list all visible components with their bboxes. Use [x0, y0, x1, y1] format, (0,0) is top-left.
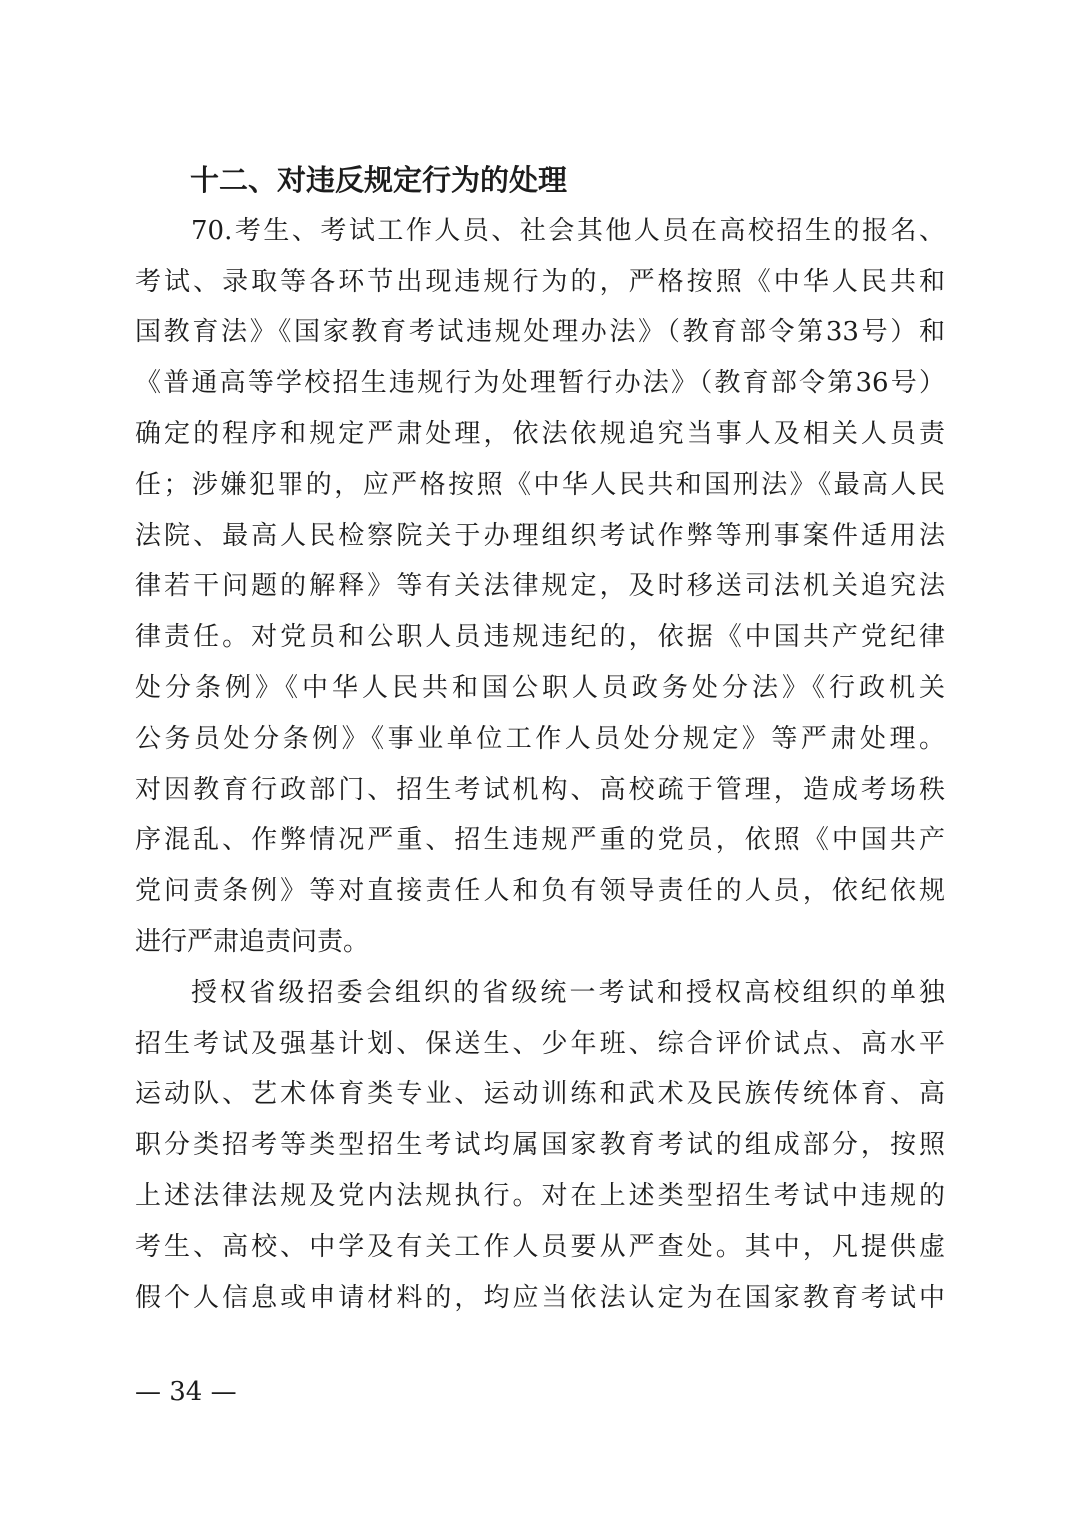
text-line: 考生、高校、中学及有关工作人员要从严查处。其中，凡提供虚	[135, 1231, 945, 1262]
section-heading: 十二、对违反规定行为的处理	[190, 163, 568, 197]
text-line: 任；涉嫌犯罪的，应严格按照《中华人民共和国刑法》《最高人民	[135, 469, 945, 500]
text-line: 假个人信息或申请材料的，均应当依法认定为在国家教育考试中	[135, 1282, 945, 1313]
text-line: 上述法律法规及党内法规执行。对在上述类型招生考试中违规的	[135, 1180, 945, 1211]
text-line: 律责任。对党员和公职人员违规违纪的，依据《中国共产党纪律	[135, 622, 945, 653]
document-body	[135, 155, 945, 1323]
text-line: 法院、最高人民检察院关于办理组织考试作弊等刑事案件适用法	[135, 520, 945, 551]
text-line: 序混乱、作弊情况严重、招生违规严重的党员，依照《中国共产	[135, 825, 945, 856]
text-line: 70.考生、考试工作人员、社会其他人员在高校招生的报名、	[191, 215, 945, 246]
text-line: 对因教育行政部门、招生考试机构、高校疏于管理，造成考场秩	[135, 774, 945, 805]
text-line: 公务员处分条例》《事业单位工作人员处分规定》等严肃处理。	[135, 723, 945, 754]
text-line: 考试、录取等各环节出现违规行为的，严格按照《中华人民共和	[135, 266, 945, 297]
text-line: 授权省级招委会组织的省级统一考试和授权高校组织的单独	[191, 977, 945, 1008]
text-line: 国教育法》《国家教育考试违规处理办法》（教育部令第33号）和	[135, 317, 945, 348]
text-line: 处分条例》《中华人民共和国公职人员政务处分法》《行政机关	[135, 672, 945, 703]
text-line: 职分类招考等类型招生考试均属国家教育考试的组成部分，按照	[135, 1130, 945, 1161]
text-line: 确定的程序和规定严肃处理，依法依规追究当事人及相关人员责	[135, 418, 945, 449]
paragraph-70	[135, 206, 945, 968]
page-number: — 34 —	[135, 1377, 237, 1407]
text-line: 进行严肃追责问责。	[135, 926, 370, 957]
text-line: 律若干问题的解释》等有关法律规定，及时移送司法机关追究法	[135, 571, 945, 602]
text-line: 招生考试及强基计划、保送生、少年班、综合评价试点、高水平	[135, 1028, 945, 1059]
text-line: 《普通高等学校招生违规行为处理暂行办法》（教育部令第36号）	[135, 368, 945, 399]
text-line: 运动队、艺术体育类专业、运动训练和武术及民族传统体育、高	[135, 1079, 945, 1110]
paragraph-authorization	[135, 968, 945, 1324]
text-line: 党问责条例》等对直接责任人和负有领导责任的人员，依纪依规	[135, 876, 945, 907]
